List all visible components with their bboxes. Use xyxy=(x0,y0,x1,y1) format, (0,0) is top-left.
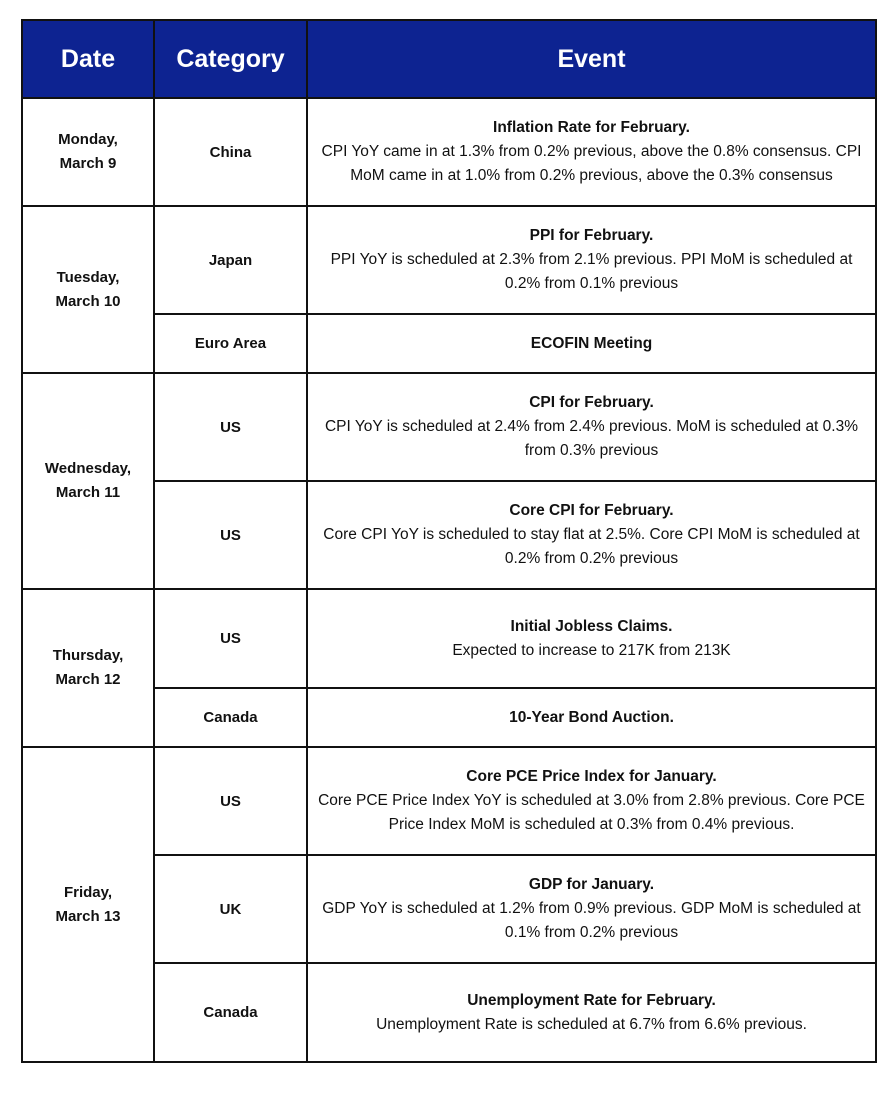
event-description: PPI YoY is scheduled at 2.3% from 2.1% previous. PPI MoM is scheduled at 0.2% from 0.1% previous xyxy=(330,251,853,292)
date-cell-wednesday xyxy=(22,373,154,589)
table-row xyxy=(22,747,876,855)
event-cell xyxy=(307,373,876,481)
event-title: Initial Jobless Claims. xyxy=(510,617,673,635)
event-title: Unemployment Rate for February. xyxy=(467,991,716,1009)
event-title: CPI for February. xyxy=(529,394,654,411)
date-column-header: Date xyxy=(22,20,154,98)
event-title: Core CPI for February. xyxy=(509,502,674,519)
date-label: March 9 xyxy=(59,155,117,172)
category-cell: US xyxy=(154,747,307,855)
category-cell: US xyxy=(154,373,307,481)
category-cell: China xyxy=(154,98,307,206)
date-label: March 10 xyxy=(55,292,121,310)
category-cell: Canada xyxy=(154,688,307,747)
date-label: March 12 xyxy=(55,671,121,688)
event-title: 10-Year Bond Auction. xyxy=(509,708,674,726)
event-cell xyxy=(307,747,876,855)
table-row xyxy=(22,373,876,481)
event-description: Expected to increase to 217K from 213K xyxy=(452,641,731,659)
event-cell xyxy=(307,589,876,688)
event-cell xyxy=(307,314,876,373)
table-row xyxy=(22,98,876,206)
date-label: March 11 xyxy=(55,484,121,501)
event-description: Unemployment Rate is scheduled at 6.7% from 6.6% previous. xyxy=(376,1015,807,1033)
day-label: Tuesday, xyxy=(56,268,120,286)
event-description: CPI YoY came in at 1.3% from 0.2% previous, above the 0.8% consensus. CPI MoM came in at 1.0% from 0.2% previous, above the 0.3% consensus xyxy=(321,143,862,184)
category-cell: UK xyxy=(154,855,307,963)
table-row xyxy=(22,589,876,688)
event-cell xyxy=(307,855,876,963)
category-cell: US xyxy=(154,589,307,688)
day-label: Monday, xyxy=(58,131,118,148)
event-description: GDP YoY is scheduled at 1.2% from 0.9% previous. GDP MoM is scheduled at 0.1% from 0.2% previous xyxy=(322,900,861,941)
date-cell-friday xyxy=(22,747,154,1062)
event-cell xyxy=(307,688,876,747)
category-cell: Euro Area xyxy=(154,314,307,373)
event-cell xyxy=(307,481,876,589)
event-cell xyxy=(307,206,876,314)
event-title: Core PCE Price Index for January. xyxy=(466,768,717,785)
economic-calendar-table xyxy=(21,19,877,1063)
event-description: CPI YoY is scheduled at 2.4% from 2.4% previous. MoM is scheduled at 0.3% from 0.3% previous xyxy=(324,418,859,459)
category-cell: Japan xyxy=(154,206,307,314)
table-row xyxy=(22,206,876,314)
day-label: Friday, xyxy=(63,883,113,901)
event-title: ECOFIN Meeting xyxy=(530,334,653,352)
event-cell xyxy=(307,98,876,206)
day-label: Thursday, xyxy=(52,647,124,664)
category-column-header: Category xyxy=(154,20,307,98)
date-cell-tuesday xyxy=(22,206,154,373)
date-label: March 13 xyxy=(55,907,121,925)
event-description: Core PCE Price Index YoY is scheduled at 3.0% from 2.8% previous. Core PCE Price Index MoM is scheduled at 0.3% from 0.4% previous. xyxy=(318,792,865,833)
date-cell-thursday xyxy=(22,589,154,747)
header-row xyxy=(22,20,876,98)
date-cell-monday xyxy=(22,98,154,206)
event-title: Inflation Rate for February. xyxy=(493,119,690,136)
event-title: PPI for February. xyxy=(529,227,654,244)
day-label: Wednesday, xyxy=(44,460,132,477)
category-cell: US xyxy=(154,481,307,589)
event-cell xyxy=(307,963,876,1062)
category-cell: Canada xyxy=(154,963,307,1062)
event-column-header: Event xyxy=(307,20,876,98)
event-description: Core CPI YoY is scheduled to stay flat at 2.5%. Core CPI MoM is scheduled at 0.2% from 0.2% previous xyxy=(323,526,860,567)
event-title: GDP for January. xyxy=(528,876,655,893)
